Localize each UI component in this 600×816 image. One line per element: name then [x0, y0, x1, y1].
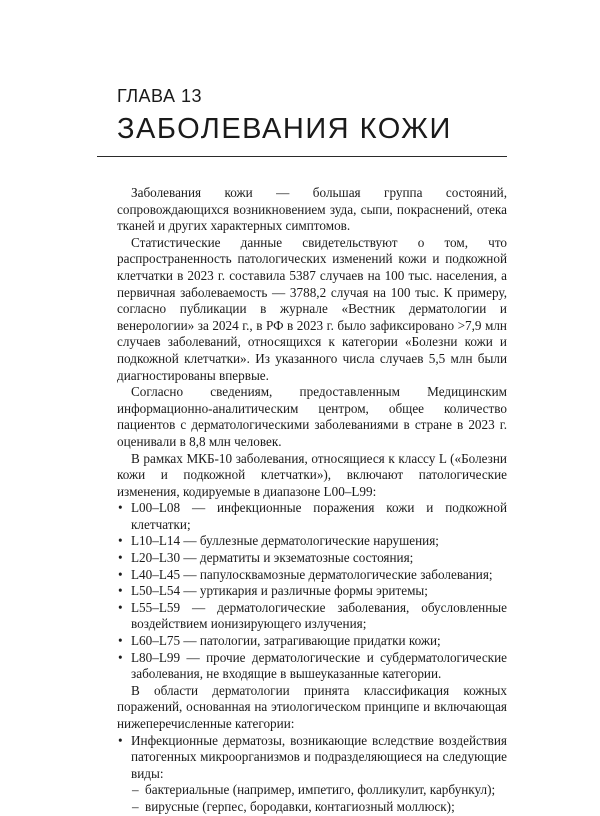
category-text: Инфекционные дерматозы, возникающие вследствие воздействия патогенных микроорганизмов и подразделяющиеся на следующие виды: [131, 732, 507, 781]
list-item: • L50–L54 — уртикария и различные формы эритемы; [117, 583, 507, 600]
list-item: • L80–L99 — прочие дерматологические и субдерматологические заболевания, не входящие в вышеуказанные категории. [117, 650, 507, 683]
body-text [117, 185, 507, 816]
list-item: • L60–L75 — патологии, затрагивающие придатки кожи; [117, 633, 507, 650]
icd-code-list [117, 500, 507, 683]
list-item: • L00–L08 — инфекционные поражения кожи и подкожной клетчатки; [117, 500, 507, 533]
paragraph-statistics: Статистические данные свидетельствуют о том, что распространенность патологических изменений кожи и подкожной клетчатки в 2023 г. составила 5387 случаев на 100 тыс. населения, а первичная заболеваемость — 3788,2 случая на 100 тыс. К примеру, согласно публикации в журнале «Вестник дерматологии и венерологии» за 2024 г., в РФ в 2023 г. было зафиксировано >7,9 млн случаев заболеваний, относящихся к категории «Болезни кожи и подкожной клетчатки». Из указанного числа случаев 5,5 млн были диагностированы впервые. [117, 234, 507, 383]
subcategory-list [131, 782, 507, 815]
list-item: • L20–L30 — дерматиты и экзематозные состояния; [117, 550, 507, 567]
category-list [117, 733, 507, 816]
chapter-label: ГЛАВА 13 [117, 86, 202, 106]
list-item: – вирусные (герпес, бородавки, контагиозный моллюск); [131, 799, 507, 816]
paragraph-intro: Заболевания кожи — большая группа состояний, сопровождающихся возникновением зуда, сыпи, покраснений, отека тканей и других характерных симптомов. [117, 185, 507, 234]
paragraph-classification: В области дерматологии принята классификация кожных поражений, основанная на этиологическом принципе и включающая нижеперечисленные категории: [117, 682, 507, 731]
list-item: – бактериальные (например, импетиго, фолликулит, карбункул); [131, 782, 507, 799]
list-item: • L55–L59 — дерматологические заболевания, обусловленные воздействием ионизирующего излучения; [117, 600, 507, 633]
list-item: • L40–L45 — папулосквамозные дерматологические заболевания; [117, 567, 507, 584]
list-item [117, 733, 507, 816]
title-divider [97, 156, 507, 157]
chapter-title: ЗАБОЛЕВАНИЯ КОЖИ [117, 113, 452, 145]
paragraph-miac: Согласно сведениям, предоставленным Медицинским информационно-аналитическим центром, общее количество пациентов с дерматологическими заболеваниями в стране в 2023 г. оценивали в 8,8 млн человек. [117, 384, 507, 449]
list-item: • L10–L14 — буллезные дерматологические нарушения; [117, 533, 507, 550]
paragraph-icd: В рамках МКБ-10 заболевания, относящиеся к классу L («Болезни кожи и подкожной клетчатки»), включают патологические изменения, кодируемые в диапазоне L00–L99: [117, 450, 507, 499]
